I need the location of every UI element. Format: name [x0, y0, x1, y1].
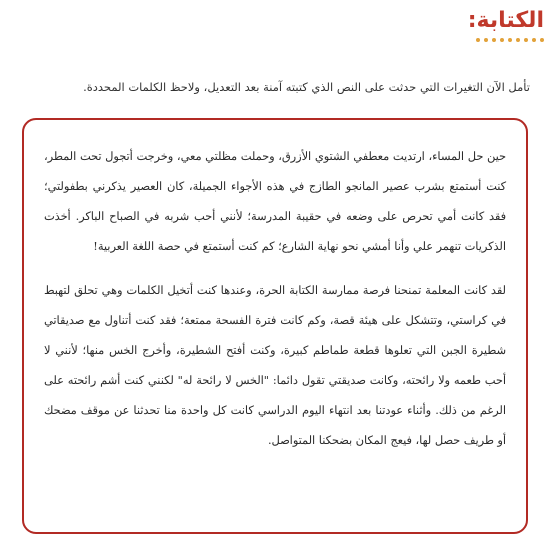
dot-decoration: [492, 38, 496, 42]
paragraph-1: حين حل المساء، ارتديت معطفي الشتوي الأزرق، وحملت مظلتي معي، وخرجت أتجول تحت المطر، كنت أستمتع بشرب عصير المانجو الطازج في هذه الأجواء الجميلة، كان العصير يذكرني بطفولتي؛ فقد كانت أمي تحرص على وضعه في حقيبة المدرسة؛ لأنني أحب شربه في الصباح الباكر. أخذت الذكريات تنهمر علي وأنا أمشي نحو نهاية الشارع؛ كم كنت أستمتع في حصة اللغة العربية!: [44, 150, 506, 253]
dot-decoration: [500, 38, 504, 42]
dot-decoration: [524, 38, 528, 42]
instruction-text: تأمل الآن التغيرات التي حدثت على النص الذي كتبته آمنة بعد التعديل، ولاحظ الكلمات المحددة.: [83, 80, 530, 94]
dot-decoration: [508, 38, 512, 42]
text-frame: [22, 118, 528, 534]
dot-decoration: [532, 38, 536, 42]
section-title: الكتابة:: [467, 8, 544, 33]
dot-decoration: [476, 38, 480, 42]
dot-decoration: [484, 38, 488, 42]
dot-decoration: [540, 38, 544, 42]
paragraph-2: لقد كانت المعلمة تمنحنا فرصة ممارسة الكتابة الحرة، وعندها كنت أتخيل الكلمات وهي تحلق لتهبط في كراستي، وتتشكل على هيئة قصة، وكم كانت فترة الفسحة ممتعة؛ فقد كنت أتناول مع صديقاتي شطيرة الجبن التي تعلوها قطعة طماطم كبيرة، وكنت أفتح الشطيرة، وأخرج الخس منها؛ لأنني لا أحب طعمه ولا رائحته، وكانت صديقتي تقول دائما: "الخس لا رائحة له" لكنني كنت أشم رائحته على الرغم من ذلك. وأثناء عودتنا بعد انتهاء اليوم الدراسي كانت كل واحدة منا تحدثنا عن موقف مضحك أو طريف حصل لها، فيعج المكان بضحكنا المتواصل.: [44, 284, 506, 447]
dot-decoration: [516, 38, 520, 42]
section-heading: [468, 6, 544, 42]
title-underline-dots: [468, 38, 544, 42]
